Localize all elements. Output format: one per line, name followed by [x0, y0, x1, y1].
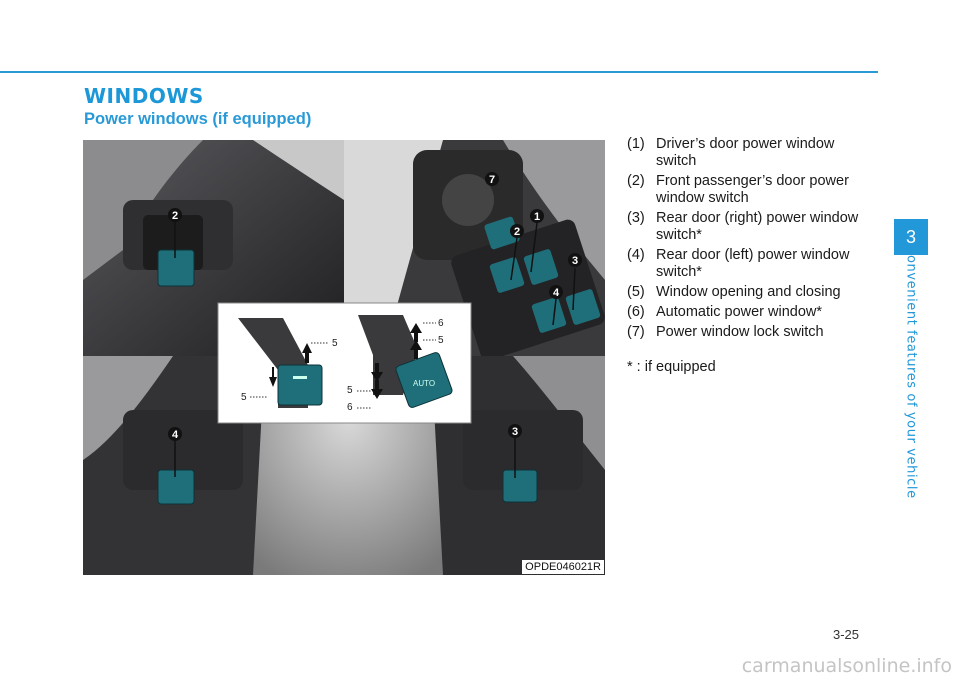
legend-item-6: (6) Automatic power window* [627, 304, 823, 320]
callout-6-a: 6 [438, 318, 444, 329]
callout-5-b: 5 [241, 392, 247, 403]
marker-3-top-right [568, 253, 582, 267]
legend-item-4: (4) Rear door (left) power window switch* [627, 247, 850, 280]
page-number: 3-25 [833, 627, 860, 642]
svg-text:4: 4 [171, 429, 179, 441]
watermark: carmanualsonline.info [741, 655, 952, 677]
subsection-title: Power windows (if equipped) [84, 110, 312, 128]
marker-2-top-right [510, 224, 524, 238]
image-code: OPDE046021R [522, 560, 604, 574]
svg-text:3: 3 [571, 255, 579, 267]
callout-6-b: 6 [347, 402, 353, 413]
power-window-illustration [83, 140, 605, 575]
marker-2-top-left [168, 208, 182, 222]
section-title: WINDOWS [84, 84, 204, 108]
chapter-title: Convenient features of your vehicle [903, 245, 919, 499]
legend-item-2: (2) Front passenger’s door power window switch [627, 173, 849, 206]
callout-5-a: 5 [332, 338, 338, 349]
marker-4-bottom-left [168, 427, 182, 441]
footnote: * : if equipped [627, 359, 716, 375]
legend-item-5: (5) Window opening and closing [627, 284, 841, 300]
chapter-tab[interactable]: 3 [894, 219, 928, 255]
svg-text:2: 2 [171, 210, 179, 222]
marker-7 [485, 172, 499, 186]
switch-detail-inset [218, 303, 471, 423]
svg-text:2: 2 [513, 226, 521, 238]
legend-item-1: (1) Driver’s door power window switch [627, 136, 835, 169]
legend-item-7: (7) Power window lock switch [627, 324, 824, 340]
marker-4-top-right [549, 285, 563, 299]
svg-text:4: 4 [552, 287, 560, 299]
marker-3-bottom-right [508, 424, 522, 438]
top-rule [0, 71, 878, 73]
callout-5-d: 5 [347, 385, 353, 396]
callout-5-c: 5 [438, 335, 444, 346]
legend-list [627, 136, 877, 344]
illustration-svg [83, 140, 605, 575]
marker-1 [530, 209, 544, 223]
auto-label: AUTO [413, 379, 436, 388]
legend-item-3: (3) Rear door (right) power window switch* [627, 210, 859, 243]
svg-text:1: 1 [533, 211, 541, 223]
svg-text:7: 7 [488, 174, 496, 186]
svg-text:3: 3 [511, 426, 519, 438]
